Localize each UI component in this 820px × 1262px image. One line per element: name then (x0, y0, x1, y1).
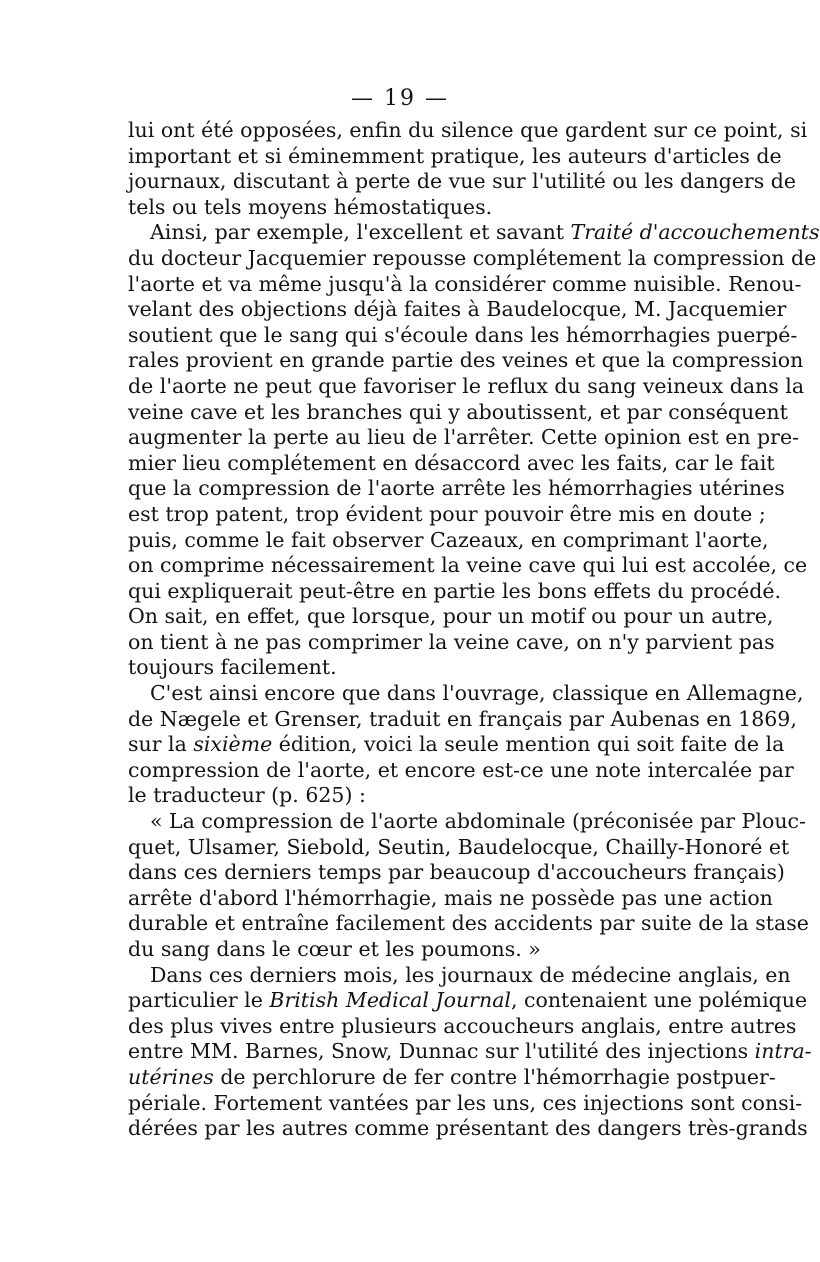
text-segment: on tient à ne pas comprimer la veine cave, on n'y parvient pas (128, 629, 775, 654)
text-segment: on comprime nécessairement la veine cave qui lui est accolée, ce (128, 553, 808, 578)
body-text (128, 118, 820, 1142)
text-line (128, 322, 798, 349)
text-line (128, 245, 817, 272)
text-segment: quet, Ulsamer, Siebold, Seutin, Baudelocque, Chailly-Honoré et (128, 834, 790, 859)
text-line (128, 1039, 812, 1065)
text-line (128, 962, 791, 989)
text-segment: rales provient en grande partie des veines et que la compression (128, 348, 804, 373)
text-segment: l'aorte et va même jusqu'à la considérer comme nuisible. Renou- (128, 271, 802, 296)
italic-text: intra- (754, 1039, 812, 1064)
text-line (128, 1116, 808, 1142)
text-line (128, 578, 782, 605)
text-segment: que la compression de l'aorte arrête les hémorrhagies utérines (128, 476, 785, 501)
text-segment: dérées par les autres comme présentant des dangers très-grands (128, 1116, 808, 1141)
text-line (128, 195, 676, 221)
text-segment: soutient que le sang qui s'écoule dans les hémorrhagies puerpé- (128, 322, 798, 347)
text-line (128, 348, 804, 374)
text-line (128, 425, 800, 451)
text-line (128, 169, 797, 195)
text-segment: journaux, discutant à perte de vue sur l'utilité ou les dangers de (128, 169, 797, 194)
page-number: — 19 — (351, 86, 449, 111)
text-line (128, 373, 805, 400)
text-line (128, 450, 775, 477)
text-line (128, 757, 794, 784)
text-segment: durable et entraîne facilement des accidents par suite de la stase (128, 911, 809, 936)
text-segment: entre MM. Barnes, Snow, Dunnac sur l'utilité des injections (128, 1039, 755, 1064)
text-line (128, 783, 676, 809)
text-line (128, 143, 782, 170)
text-line (128, 1064, 776, 1091)
text-line (128, 629, 775, 656)
italic-text: sixième (193, 732, 273, 757)
italic-text: British Medical Journal (269, 988, 511, 1013)
text-segment: de perchlorure de fer contre l'hémorrhagie postpuer- (213, 1064, 776, 1089)
text-segment: « La compression de l'aorte abdominale (préconisée par Plouc- (150, 809, 806, 834)
text-segment: de Nægele et Grenser, traduit en français par Aubenas en 1869, (128, 706, 797, 731)
text-line (128, 297, 787, 323)
text-segment: particulier le (128, 988, 270, 1013)
text-segment: de l'aorte ne peut que favoriser le reflux du sang veineux dans la (128, 373, 805, 398)
text-line (128, 834, 790, 861)
text-segment: le traducteur (p. 625) : (128, 783, 366, 808)
text-line (128, 476, 785, 502)
text-segment: , contenaient une polémique (510, 988, 808, 1013)
text-segment: dans ces derniers temps par beaucoup d'accoucheurs français) (128, 860, 785, 885)
text-line (128, 399, 788, 426)
text-segment: édition, voici la seule mention qui soit faite de la (272, 732, 785, 757)
text-segment: On sait, en effet, que lorsque, pour un motif ou pour un autre, (128, 604, 774, 629)
text-segment: qui expliquerait peut-être en partie les bons effets du procédé. (128, 578, 782, 603)
text-line (128, 655, 676, 681)
text-segment: important et si éminemment pratique, les auteurs d'articles de (128, 143, 782, 168)
text-line (128, 911, 809, 937)
text-segment: tels ou tels moyens hémostatiques. (128, 194, 493, 219)
text-line (128, 988, 808, 1014)
text-segment: arrête d'abord l'hémorrhagie, mais ne possède pas une action (128, 885, 773, 910)
text-line (128, 271, 802, 298)
text-line (128, 885, 773, 912)
text-segment: sur la (128, 732, 194, 757)
text-segment: Ainsi, par exemple, l'excellent et savant (150, 220, 571, 245)
text-line (128, 118, 808, 144)
text-segment: velant des objections déjà faites à Baudelocque, M. Jacquemier (128, 297, 787, 322)
text-line (128, 527, 769, 554)
text-segment: mier lieu complétement en désaccord avec les faits, car le fait (128, 450, 775, 475)
text-line (128, 706, 797, 733)
italic-text: Traité d'accouchements (570, 220, 820, 245)
text-segment: augmenter la perte au lieu de l'arrêter. Cette opinion est en pre- (128, 425, 800, 450)
text-line (128, 681, 804, 707)
text-line (128, 1090, 803, 1117)
text-segment: des plus vives entre plusieurs accoucheurs anglais, entre autres (128, 1013, 797, 1038)
text-segment: C'est ainsi encore que dans l'ouvrage, classique en Allemagne, (150, 681, 804, 706)
text-line (128, 860, 785, 886)
italic-text: utérines (128, 1064, 214, 1089)
text-segment: toujours facilement. (128, 655, 337, 680)
text-segment: du docteur Jacquemier repousse complétement la compression de (128, 245, 817, 270)
text-line (128, 809, 806, 835)
text-segment: périale. Fortement vantées par les uns, ces injections sont consi- (128, 1090, 803, 1115)
text-segment: veine cave et les branches qui y aboutissent, et par conséquent (128, 399, 788, 424)
text-line (128, 1013, 797, 1040)
text-segment: Dans ces derniers mois, les journaux de médecine anglais, en (150, 962, 791, 987)
text-line (128, 220, 820, 246)
text-line (128, 937, 676, 963)
text-line (128, 501, 766, 528)
text-segment: du sang dans le cœur et les poumons. » (128, 937, 541, 961)
text-segment: est trop patent, trop évident pour pouvoir être mis en doute ; (128, 501, 766, 526)
text-line (128, 553, 808, 579)
text-segment: lui ont été opposées, enfin du silence que gardent sur ce point, si (128, 118, 808, 142)
text-line (128, 732, 785, 758)
text-line (128, 604, 774, 630)
text-segment: compression de l'aorte, et encore est-ce une note intercalée par (128, 757, 794, 782)
text-segment: puis, comme le fait observer Cazeaux, en comprimant l'aorte, (128, 527, 769, 552)
